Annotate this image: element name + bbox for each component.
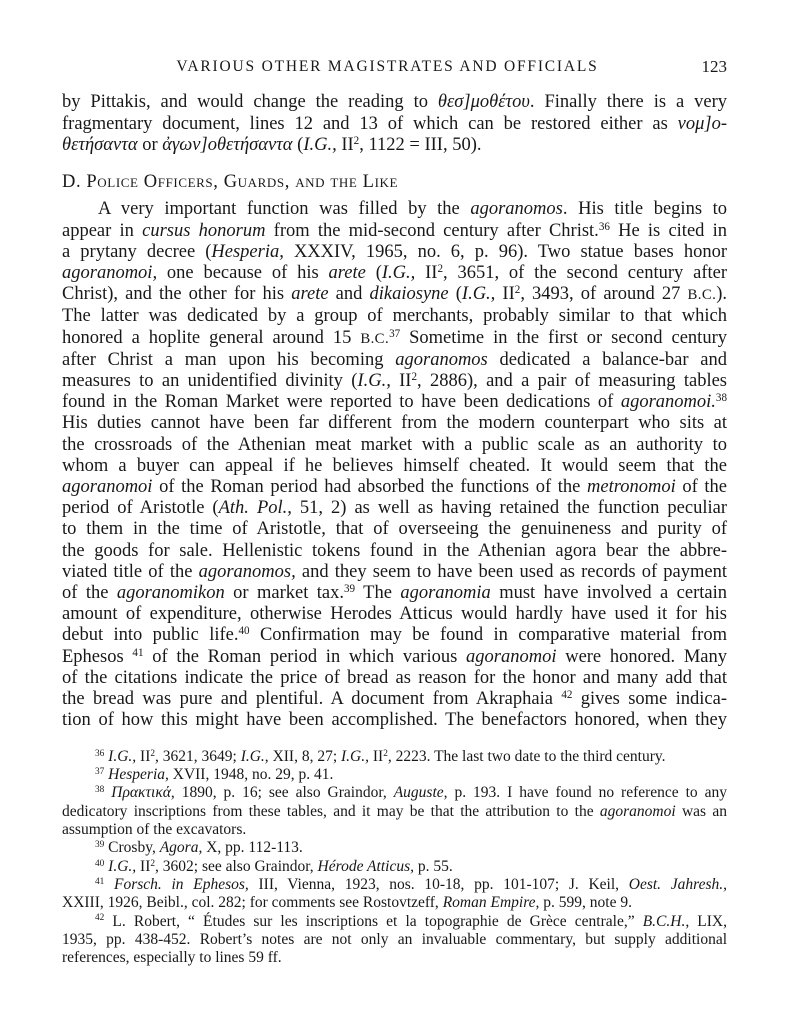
italic-run: θεσ]μοθέτου [437,92,530,113]
text-run: II [390,371,412,392]
text-run: LIX, [689,912,727,930]
italic-run: Forsch. in Ephesos, [114,875,249,893]
italic-run: ἀγων]οθετήσαντα [162,134,293,155]
italic-run: dikaiosyne [369,284,449,305]
text-line [62,668,727,689]
text-run: . His title begins to [562,199,727,220]
footnote-ref: 38 [715,392,727,405]
text-run: the goods for sale. Hellenistic tokens found in the Athenian agora bear the abbre- [62,540,727,561]
text-run: III, Vienna, 1923, nos. 10-18, pp. 101-107; J. Keil, [248,875,629,893]
text-run: of the Roman period had absorbed the functions of the [152,477,587,498]
footnote-ref: 41 [132,646,144,659]
text-line [62,931,727,949]
text-run: p. 55. [413,857,453,875]
italic-run: cursus honorum [142,220,266,241]
footnote [62,839,727,857]
italic-run: Hesperia, [211,241,284,262]
text-run: references, especially to lines 59 ff. [62,949,282,967]
text-run: ( [448,284,462,305]
text-line [62,199,727,220]
footnote [62,784,727,839]
superscript: 2 [353,134,360,147]
text-run: XXIII, 1926, Beibl., col. 282; for comments see Rostovtzeff, [62,894,443,912]
text-line [62,541,727,562]
italic-run: Agora, [159,839,203,857]
footnote-ref: 37 [389,327,401,340]
footnote [62,858,727,876]
page-number: 123 [701,57,727,76]
text-run: Ephesos [62,646,133,667]
italic-run: Hesperia, [108,766,169,784]
text-run: p. 599, note 9. [539,894,632,912]
italic-run: I.G., [381,263,416,283]
text-run: after Christ a man upon his becoming [62,349,396,370]
italic-run: I.G., [108,857,137,875]
section-letter: D. [62,172,82,193]
footnote-number: 37 [95,767,105,778]
text-run: were honored. Many [556,646,727,667]
text-run: dedicated a balance-bar and [487,349,727,370]
italic-run: agoranomikon [116,583,225,604]
text-run: XXXIV, 1965, no. 6, p. 96). Two statue bases honor [283,241,728,262]
text-run: one because of his [157,263,329,283]
text-line [62,242,727,263]
text-line [62,583,727,604]
text-line [62,371,727,392]
footnote-ref: 42 [561,688,573,701]
text-line [62,949,727,967]
italic-run: I.G., [357,371,391,392]
italic-run: arete [328,263,366,283]
text-run: II [369,747,384,765]
text-run: and they seem to have been used as records of payment [295,561,727,582]
italic-run: metronomoi [587,477,676,498]
text-run: was an [675,802,727,820]
text-run: from the mid-second century after Christ. [265,220,599,241]
text-line [62,135,727,156]
text-run: of the citations indicate the price of bread as reason for the honor and many add that [62,667,727,688]
italic-run: Auguste, [393,784,448,802]
superscript: 2 [514,284,521,297]
text-line [62,858,727,876]
italic-run: agoranomia [400,583,491,604]
text-run: Christ), and the other for his [62,284,292,305]
body-paragraph [62,199,727,731]
text-run: of the [675,477,727,498]
text-run: . Finally there is a very [529,92,727,113]
italic-run: Ath. Pol., [218,498,292,519]
continued-paragraph [62,92,727,156]
superscript: 2 [150,748,156,759]
text-line [62,221,727,242]
footnote [62,913,727,968]
text-run: found in the Roman Market were reported to have been dedications of [62,392,621,413]
text-run: period of Aristotle ( [62,498,219,519]
text-line [62,803,727,821]
text-run: II [136,857,151,875]
text-line [62,689,727,710]
text-run: A very important function was filled by the [98,199,471,220]
text-run: appear in [62,220,143,241]
text-line [62,392,727,413]
footnote-number: 42 [95,913,105,924]
text-run: II [336,134,354,155]
text-run: the bread was pure and plentiful. A document from Akraphaia [62,689,562,710]
text-run: 1935, pp. 438-452. Robert’s notes are not only an invaluable commentary, but supply additional [62,930,727,948]
text-line [62,766,727,784]
small-caps-run: B.C. [360,330,390,347]
text-run: p. 193. I have found no reference to any [447,784,728,802]
text-run: ( [292,134,304,155]
text-line [62,456,727,477]
section-title: Police Officers, Guards, and the Like [86,172,399,193]
italic-run: I.G., [108,747,137,765]
footnote-ref: 39 [343,582,356,595]
text-run: measures to an unidentified divinity ( [62,371,358,392]
text-line [62,284,727,306]
text-run: X, pp. 112-113. [202,839,303,857]
footnote-number: 40 [95,858,105,869]
text-run: assumption of the excavators. [62,821,247,839]
italic-run: I.G., [240,747,269,765]
text-run: ( [365,263,382,283]
text-run: tion of how this might have been accomplished. The benefactors honored, when they [62,710,727,731]
italic-run: Roman Empire, [442,894,540,912]
text-run: 51, 2) as well as having retained the function peculiar [291,498,727,519]
text-line [62,263,727,284]
text-line [62,519,727,540]
superscript: 2 [383,748,388,759]
text-line [62,114,727,135]
footnote-number: 36 [95,748,105,759]
text-run: the crossroads of the Athenian meat market with a public scale as an authority to [62,434,727,455]
superscript: 2 [437,262,443,275]
text-line [62,477,727,498]
text-line [62,604,727,625]
italic-run: agoranomoi. [620,392,716,413]
footnote-ref: 36 [598,220,610,233]
italic-run: I.G., [303,134,337,155]
italic-run: agoranomoi, [62,263,158,283]
text-run: The latter was dedicated by a group of merchants, probably similar to that which [62,306,727,327]
text-run: or market tax. [224,583,344,604]
text-line [62,821,727,839]
text-run: Confirmation may be found in comparative material from [249,625,727,646]
text-run: of the Roman period in which various [143,646,467,667]
small-caps-run: B.C. [687,287,717,304]
text-run: The [355,583,401,604]
italic-run: arete [291,284,329,305]
text-line [62,913,727,931]
text-run: debut into public life. [62,625,239,646]
text-run: Sometime in the first or second century [400,327,727,348]
text-run: Crosby, [108,839,160,857]
text-run: , 3602; see also Graindor, [155,857,318,875]
text-run: , 3621, 3649; [155,747,241,765]
text-run: viated title of the [62,561,199,582]
text-run: , 2223. The last two date to the third century. [387,747,666,765]
italic-run: agoranomos [395,349,488,370]
text-run: XVII, 1948, no. 29, p. 41. [168,766,334,784]
text-line [62,435,727,456]
running-header [62,56,727,78]
text-line [62,92,727,113]
text-run: of the [62,583,117,604]
text-run: whom a buyer can appeal if he believes himself cheated. It would seem that the [62,455,727,476]
text-run: must have involved a certain [490,583,727,604]
text-run: II [136,747,151,765]
text-run: ). [716,284,727,305]
text-run: and [328,284,370,305]
footnote [62,876,727,913]
footnote [62,766,727,784]
text-run: fragmentary document, lines 12 and 13 of which can be restored either as [62,113,678,134]
italic-run: Hérode Atticus, [317,857,414,875]
text-line [62,562,727,583]
text-line [62,839,727,857]
text-line [62,876,727,894]
text-run: amount of expenditure, otherwise Herodes Atticus would hardly have used it for his [62,604,727,625]
text-run: to them in the time of Aristotle, that of overseeing the genuineness and purity of [62,519,727,540]
italic-run: agoranomos, [198,561,296,582]
text-run: XII, 8, 27; [268,747,342,765]
text-run: dedicatory inscriptions from these tables, and it may be that the attribution to the [62,802,600,820]
italic-run: Oest. Jahresh., [628,875,727,893]
italic-run: Πρακτικά, [111,784,175,802]
superscript: 2 [411,370,418,383]
text-run: , 3493, of around 27 [520,284,688,305]
italic-run: I.G., [461,284,496,305]
text-run: II [415,263,438,283]
text-run: by Pittakis, and would change the reading to [62,92,438,113]
text-line [62,647,727,668]
footnote-number: 38 [95,785,105,796]
text-line [62,498,727,519]
section-heading [62,172,727,193]
text-line [62,710,727,731]
italic-run: agoranomoi [466,646,557,667]
text-run: gives some indica- [572,689,728,710]
text-run: a prytany decree ( [62,241,212,262]
italic-run: θετήσαντα [62,134,138,155]
running-title: VARIOUS OTHER MAGISTRATES AND OFFICIALS [176,58,599,75]
text-run: , 1122 = III, 50). [359,134,482,155]
footnotes [62,748,727,968]
italic-run: agoranomos [470,199,563,220]
footnote [62,748,727,766]
italic-run: agoranomoi [599,802,676,820]
text-run: II [495,284,515,305]
footnote-ref: 40 [238,625,250,638]
text-run: L. Robert, “ Études sur les inscriptions et la topographie de Grèce centrale,” [112,912,643,930]
text-run: His duties cannot have been far different from the modern counterpart who sits at [62,413,727,434]
text-run: , 3651, of the second century after [442,263,727,283]
text-line [62,328,727,350]
text-line [62,894,727,912]
italic-run: νομ]ο- [677,113,727,134]
text-run: honored a hoplite general around 15 [62,327,361,348]
text-run: 1890, p. 16; see also Graindor, [174,784,394,802]
text-run: or [137,134,163,155]
text-line [62,784,727,802]
text-line [62,413,727,434]
italic-run: B.C.H., [642,912,690,930]
superscript: 2 [150,858,156,869]
italic-run: I.G., [341,747,369,765]
text-line [62,306,727,327]
footnote-number: 41 [95,876,105,887]
text-line [62,350,727,371]
italic-run: agoranomoi [62,477,153,498]
text-line [62,625,727,646]
text-run: He is cited in [609,220,728,241]
text-run: , 2886), and a pair of measuring tables [417,371,728,392]
footnote-number: 39 [95,840,105,851]
text-line [62,748,727,766]
